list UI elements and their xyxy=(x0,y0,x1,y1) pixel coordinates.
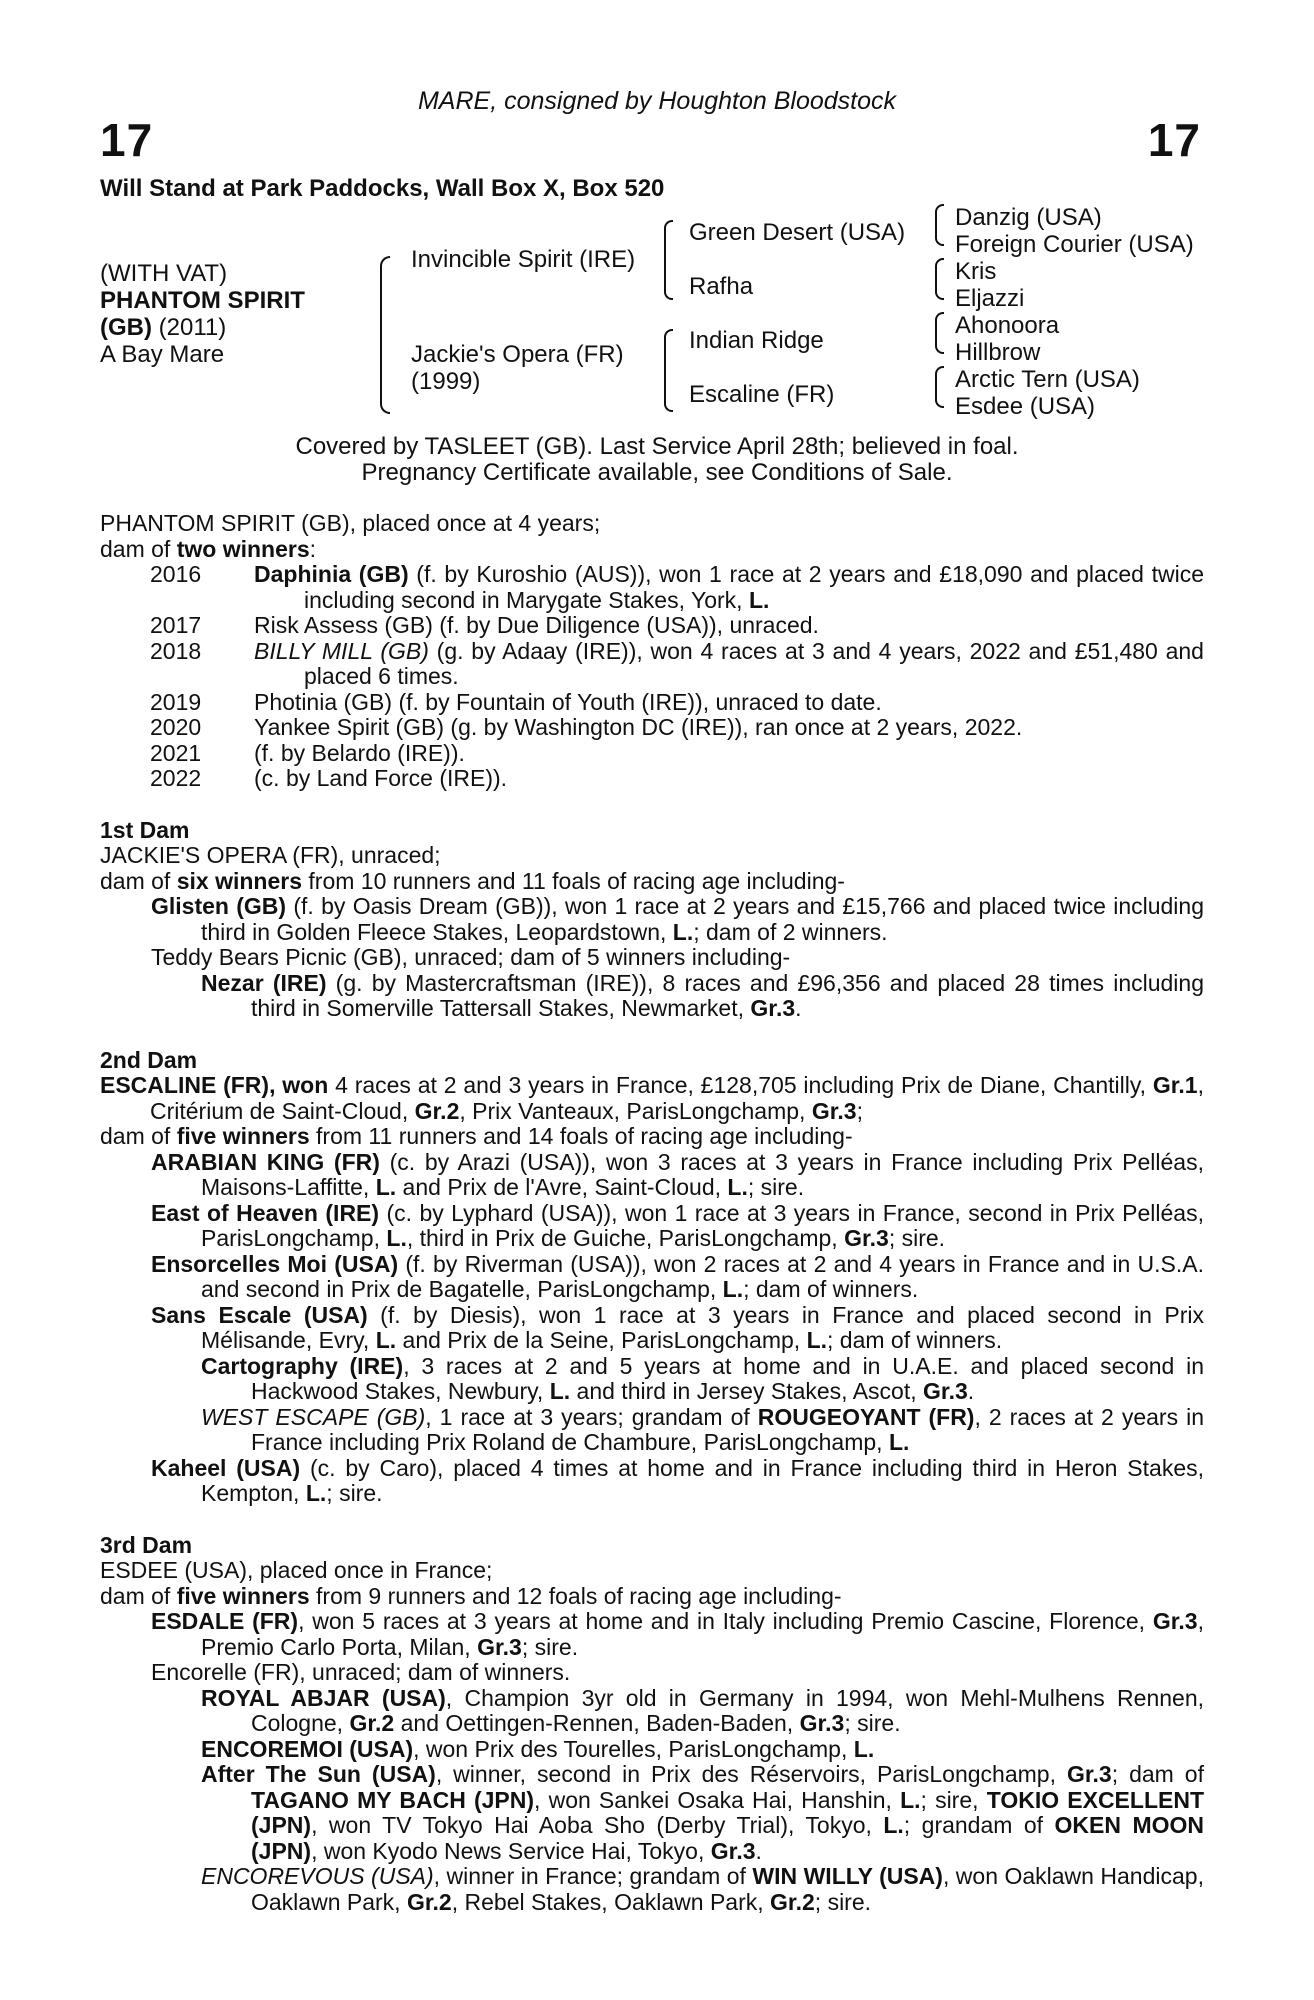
pedigree-dam-dam: Escaline (FR) xyxy=(689,381,835,408)
dam2-escaline: ESCALINE (FR), won 4 races at 2 and 3 years in France, £128,705 including Prix de Diane, Chantilly, Gr.1, Critérium de Saint-Cloud, Gr.2, Prix Vanteaux, ParisLongchamp, Gr.3; xyxy=(100,1072,1204,1124)
dam2-entry-east-of-heaven: East of Heaven (IRE) (c. by Lyphard (USA)), won 1 race at 3 years in France, second in Prix Pelléas, ParisLongchamp, L., third in Prix de Guiche, ParisLongchamp, Gr.3; sire. xyxy=(151,1199,1204,1251)
pedigree-gg: Danzig (USA) xyxy=(955,204,1102,231)
covered-line: Covered by TASLEET (GB). Last Service April 28th; believed in foal. xyxy=(295,433,1019,460)
dam3-entry-esdale: ESDALE (FR), won 5 races at 3 years at home and in Italy including Premio Cascine, Florence, Gr.3, Premio Carlo Porta, Milan, Gr.3; sire. xyxy=(151,1608,1204,1660)
lot-number-right: 17 xyxy=(1147,114,1201,166)
produce-row: 2022 (c. by Land Force (IRE)). xyxy=(150,765,508,791)
dam3-entry-royal-abjar: ROYAL ABJAR (USA), Champion 3yr old in Germany in 1994, won Mehl-Mulhens Rennen, Cologne, Gr.2 and Oettingen-Rennen, Baden-Baden, Gr.3; sire. xyxy=(201,1684,1205,1736)
dam2-entry-west-escape: WEST ESCAPE (GB), 1 race at 3 years; grandam of ROUGEOYANT (FR), 2 races at 2 years in France including Prix Roland de Chambure, ParisLongchamp, L. xyxy=(201,1403,1204,1455)
pedigree-gg: Eljazzi xyxy=(955,285,1025,312)
dam3-entry-encorevous: ENCOREVOUS (USA), winner in France; grandam of WIN WILLY (USA), won Oaklawn Handicap, Oaklawn Park, Gr.2, Rebel Stakes, Oaklawn Park, Gr.2; sire. xyxy=(201,1863,1204,1915)
pedigree-gg: Esdee (USA) xyxy=(955,393,1096,420)
horse-country: (GB) xyxy=(100,314,152,341)
produce-row: 2016 Daphinia (GB) (f. by Kuroshio (AUS)), won 1 race at 2 years and £18,090 and placed twice including second in Marygate Stakes, York, L. xyxy=(150,561,1204,613)
pedigree-gg: Arctic Tern (USA) xyxy=(955,366,1140,393)
pedigree-brace-gg4 xyxy=(935,366,944,408)
pedigree-gg: Foreign Courier (USA) xyxy=(955,231,1194,258)
consignor-line: MARE, consigned by Houghton Bloodstock xyxy=(417,87,897,115)
pedigree-gg: Hillbrow xyxy=(955,339,1041,366)
pregnancy-line: Pregnancy Certificate available, see Conditions of Sale. xyxy=(361,459,953,486)
pedigree-gg: Ahonoora xyxy=(955,312,1060,339)
horse-description: A Bay Mare xyxy=(100,341,225,368)
pedigree-dam-year: (1999) xyxy=(411,368,481,395)
stand-location: Will Stand at Park Paddocks, Wall Box X, Box 520 xyxy=(100,175,665,202)
section-heading-2nd-dam: 2nd Dam xyxy=(100,1046,198,1073)
dam1-dam-of: dam of six winners from 10 runners and 11 foals of racing age including- xyxy=(100,867,845,894)
produce-dam-of: dam of two winners: xyxy=(100,535,317,562)
pedigree-brace-gg3 xyxy=(935,312,944,354)
produce-row: 2019 Photinia (GB) (f. by Fountain of Youth (IRE)), unraced to date. xyxy=(150,688,882,715)
dam1-entry-teddy: Teddy Bears Picnic (GB), unraced; dam of 5 winners including- xyxy=(151,944,791,970)
pedigree-brace-dam xyxy=(664,329,673,412)
produce-row: 2018 BILLY MILL (GB) (g. by Adaay (IRE)), won 4 races at 3 and 4 years, 2022 and £51,480 and placed 6 times. xyxy=(150,637,1204,689)
pedigree-sire-sire: Green Desert (USA) xyxy=(689,219,906,246)
dam2-entry-cartography: Cartography (IRE), 3 races at 2 and 5 years at home and in U.A.E. and placed second in Hackwood Stakes, Newbury, L. and third in Jersey Stakes, Ascot, Gr.3. xyxy=(201,1352,1205,1404)
pedigree-brace-sire xyxy=(664,220,673,300)
horse-name: PHANTOM SPIRIT xyxy=(100,287,305,314)
pedigree-sire-dam: Rafha xyxy=(689,273,754,300)
vat-note: (WITH VAT) xyxy=(100,260,228,287)
dam3-dam-of: dam of five winners from 9 runners and 12 foals of racing age including- xyxy=(100,1582,842,1609)
pedigree-dam: Jackie's Opera (FR) xyxy=(411,341,624,368)
pedigree-brace-gg1 xyxy=(935,204,944,246)
dam2-entry-ensorcelles-moi: Ensorcelles Moi (USA) (f. by Riverman (USA)), won 2 races at 2 and 4 years in France and in U.S.A. and second in Prix de Bagatelle, ParisLongchamp, L.; dam of winners. xyxy=(151,1250,1204,1302)
horse-year: (2011) xyxy=(151,314,227,341)
catalogue-body xyxy=(100,511,1204,1915)
dam1-entry-glisten: Glisten (GB) (f. by Oasis Dream (GB)), won 1 race at 2 years and £15,766 and placed twice including third in Golden Fleece Stakes, Leopardstown, L.; dam of 2 winners. xyxy=(151,893,1204,945)
pedigree-brace-gg2 xyxy=(935,258,944,300)
dam3-entry-encoremoi: ENCOREMOI (USA), won Prix des Tourelles, ParisLongchamp, L. xyxy=(201,1735,875,1762)
pedigree-sire: Invincible Spirit (IRE) xyxy=(411,246,636,273)
horse-origin-year xyxy=(100,314,226,341)
dam1-line: JACKIE'S OPERA (FR), unraced; xyxy=(100,842,441,868)
produce-intro: PHANTOM SPIRIT (GB), placed once at 4 years; xyxy=(100,510,601,536)
dam3-entry-encorelle: Encorelle (FR), unraced; dam of winners. xyxy=(151,1659,571,1685)
produce-row: 2020 Yankee Spirit (GB) (g. by Washington DC (IRE)), ran once at 2 years, 2022. xyxy=(150,714,1023,740)
produce-row: 2021 (f. by Belardo (IRE)). xyxy=(150,739,465,766)
dam3-line: ESDEE (USA), placed once in France; xyxy=(100,1557,493,1583)
covered-note xyxy=(0,434,1314,486)
dam2-entry-kaheel: Kaheel (USA) (c. by Caro), placed 4 times at home and in France including third in Heron Stakes, Kempton, L.; sire. xyxy=(151,1454,1204,1506)
dam2-entry-sans-escale: Sans Escale (USA) (f. by Diesis), won 1 race at 3 years in France and placed second in Prix Mélisande, Evry, L. and Prix de la Seine, ParisLongchamp, L.; dam of winners. xyxy=(151,1301,1204,1353)
produce-row: 2017 Risk Assess (GB) (f. by Due Diligence (USA)), unraced. xyxy=(150,612,819,638)
dam3-entry-after-the-sun: After The Sun (USA), winner, second in Prix des Réservoirs, ParisLongchamp, Gr.3; dam of TAGANO MY BACH (JPN), won Sankei Osaka Hai, Hanshin, L.; sire, TOKIO EXCELLENT (JPN), won TV Tokyo Hai Aoba Sho (Derby Trial), Tokyo, L.; grandam of OKEN MOON (JPN), won Kyodo News Service Hai, Tokyo, Gr.3. xyxy=(201,1761,1204,1864)
lot-number-left: 17 xyxy=(100,114,154,166)
dam2-entry-arabian-king: ARABIAN KING (FR) (c. by Arazi (USA)), won 3 races at 3 years in France including Prix Pelléas, Maisons-Laffitte, L. and Prix de l'Avre, Saint-Cloud, L.; sire. xyxy=(151,1148,1204,1200)
pedigree-gg: Kris xyxy=(955,258,997,285)
dam2-dam-of: dam of five winners from 11 runners and 14 foals of racing age including- xyxy=(100,1123,853,1149)
section-heading-1st-dam: 1st Dam xyxy=(100,816,190,843)
dam1-entry-nezar: Nezar (IRE) (g. by Mastercraftsman (IRE)), 8 races and £96,356 and placed 28 times including third in Somerville Tattersall Stakes, Newmarket, Gr.3. xyxy=(201,969,1204,1021)
pedigree-dam-sire: Indian Ridge xyxy=(689,327,824,354)
pedigree-brace-main xyxy=(380,256,390,414)
section-heading-3rd-dam: 3rd Dam xyxy=(100,1531,193,1558)
